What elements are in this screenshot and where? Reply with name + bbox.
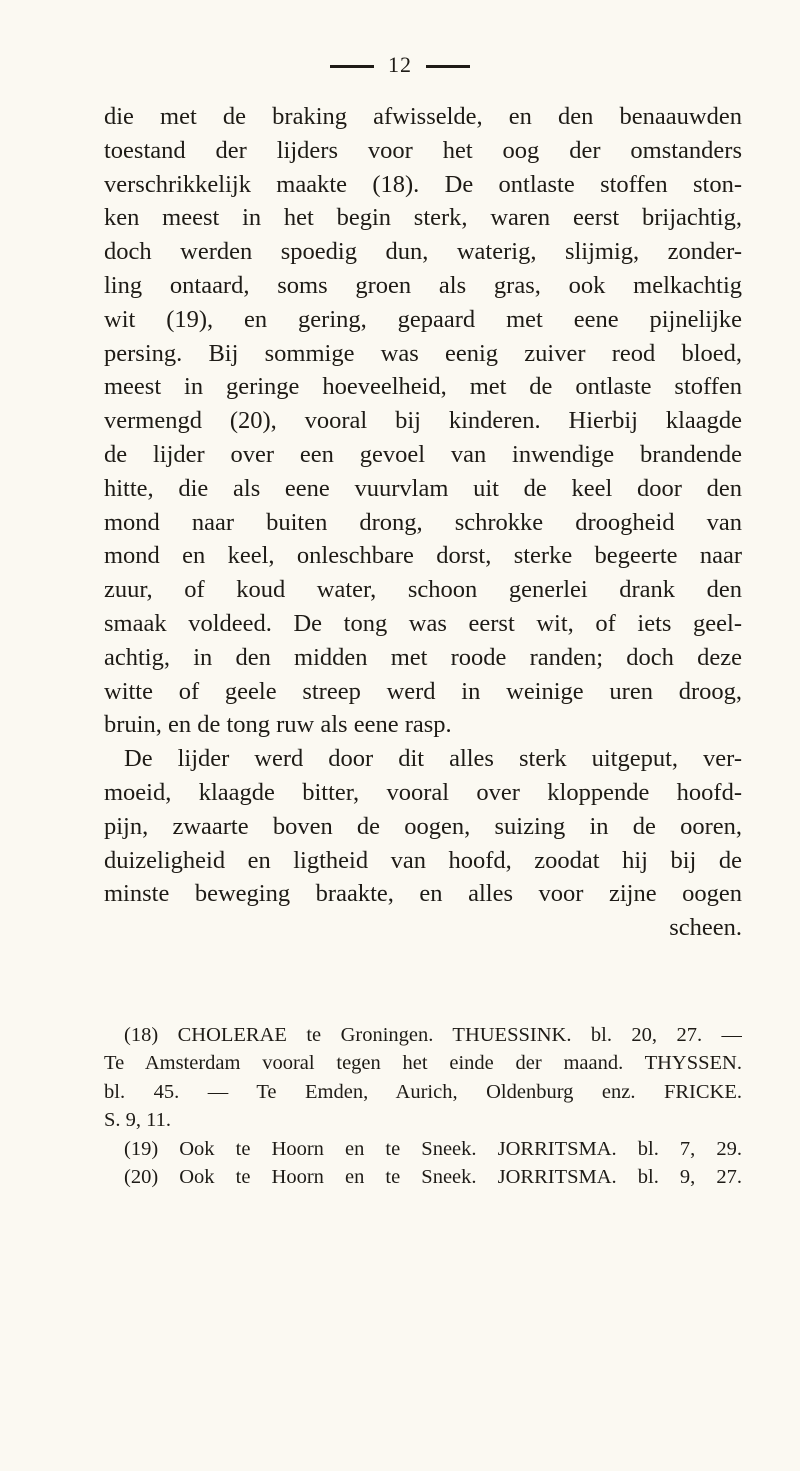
footnote-line: (18) CHOLERAE te Groningen. THUESSINK. bl. 20, 27. — bbox=[124, 1024, 742, 1046]
body-line: moeid, klaagde bitter, vooral over kloppende hoofd- bbox=[104, 778, 742, 806]
body-line: mond naar buiten drong, schrokke droogheid van bbox=[104, 508, 742, 536]
body-line: persing. Bij sommige was eenig zuiver reod bloed, bbox=[104, 339, 742, 367]
body-line: vermengd (20), vooral bij kinderen. Hierbij klaagde bbox=[104, 407, 742, 435]
footnote-line: (19) Ook te Hoorn en te Sneek. JORRITSMA. bl. 7, 29. bbox=[124, 1137, 742, 1160]
footnote-line: S. 9, 11. bbox=[104, 1109, 172, 1132]
body-text bbox=[104, 100, 742, 945]
footnote-line: (20) Ook te Hoorn en te Sneek. JORRITSMA. bl. 9, 27. bbox=[124, 1166, 742, 1189]
body-line: scheen. bbox=[669, 914, 742, 942]
body-line: De lijder werd door dit alles sterk uitgeput, ver- bbox=[124, 745, 742, 773]
footnotes bbox=[104, 1021, 742, 1191]
body-line: toestand der lijders voor het oog der omstanders bbox=[104, 136, 742, 164]
body-line: wit (19), en gering, gepaard met eene pijnelijke bbox=[104, 305, 742, 333]
body-line: die met de braking afwisselde, en den benaauwden bbox=[104, 103, 742, 130]
body-line: de lijder over een gevoel van inwendige brandende bbox=[104, 440, 742, 468]
body-line: ken meest in het begin sterk, waren eerst brijachtig, bbox=[104, 204, 742, 232]
left-dash bbox=[330, 65, 374, 68]
right-dash bbox=[426, 65, 470, 68]
body-line: pijn, zwaarte boven de oogen, suizing in de ooren, bbox=[104, 812, 742, 840]
footnote-line: Te Amsterdam vooral tegen het einde der maand. THYSSEN. bbox=[104, 1052, 742, 1075]
body-line: smaak voldeed. De tong was eerst wit, of iets geel- bbox=[104, 609, 742, 637]
body-line: ling ontaard, soms groen als gras, ook melkachtig bbox=[104, 271, 742, 299]
page-number-text: 12 bbox=[388, 52, 412, 77]
body-line: mond en keel, onleschbare dorst, sterke begeerte naar bbox=[104, 542, 742, 570]
page-number bbox=[0, 52, 800, 78]
body-line: zuur, of koud water, schoon generlei drank den bbox=[104, 576, 742, 604]
body-line: witte of geele streep werd in weinige uren droog, bbox=[104, 677, 742, 705]
body-line: meest in geringe hoeveelheid, met de ontlaste stoffen bbox=[104, 373, 742, 401]
body-line: doch werden spoedig dun, waterig, slijmig, zonder- bbox=[104, 238, 742, 266]
body-line: minste beweging braakte, en alles voor zijne oogen bbox=[104, 880, 742, 908]
body-line: hitte, die als eene vuurvlam uit de keel door den bbox=[104, 474, 742, 502]
footnote-line: bl. 45. — Te Emden, Aurich, Oldenburg enz. FRICKE. bbox=[104, 1080, 742, 1103]
body-line: verschrikkelijk maakte (18). De ontlaste stoffen ston- bbox=[104, 170, 742, 198]
body-line: duizeligheid en ligtheid van hoofd, zoodat hij bij de bbox=[104, 846, 742, 874]
body-line: achtig, in den midden met roode randen; doch deze bbox=[104, 643, 742, 671]
body-line: bruin, en de tong ruw als eene rasp. bbox=[104, 711, 452, 739]
